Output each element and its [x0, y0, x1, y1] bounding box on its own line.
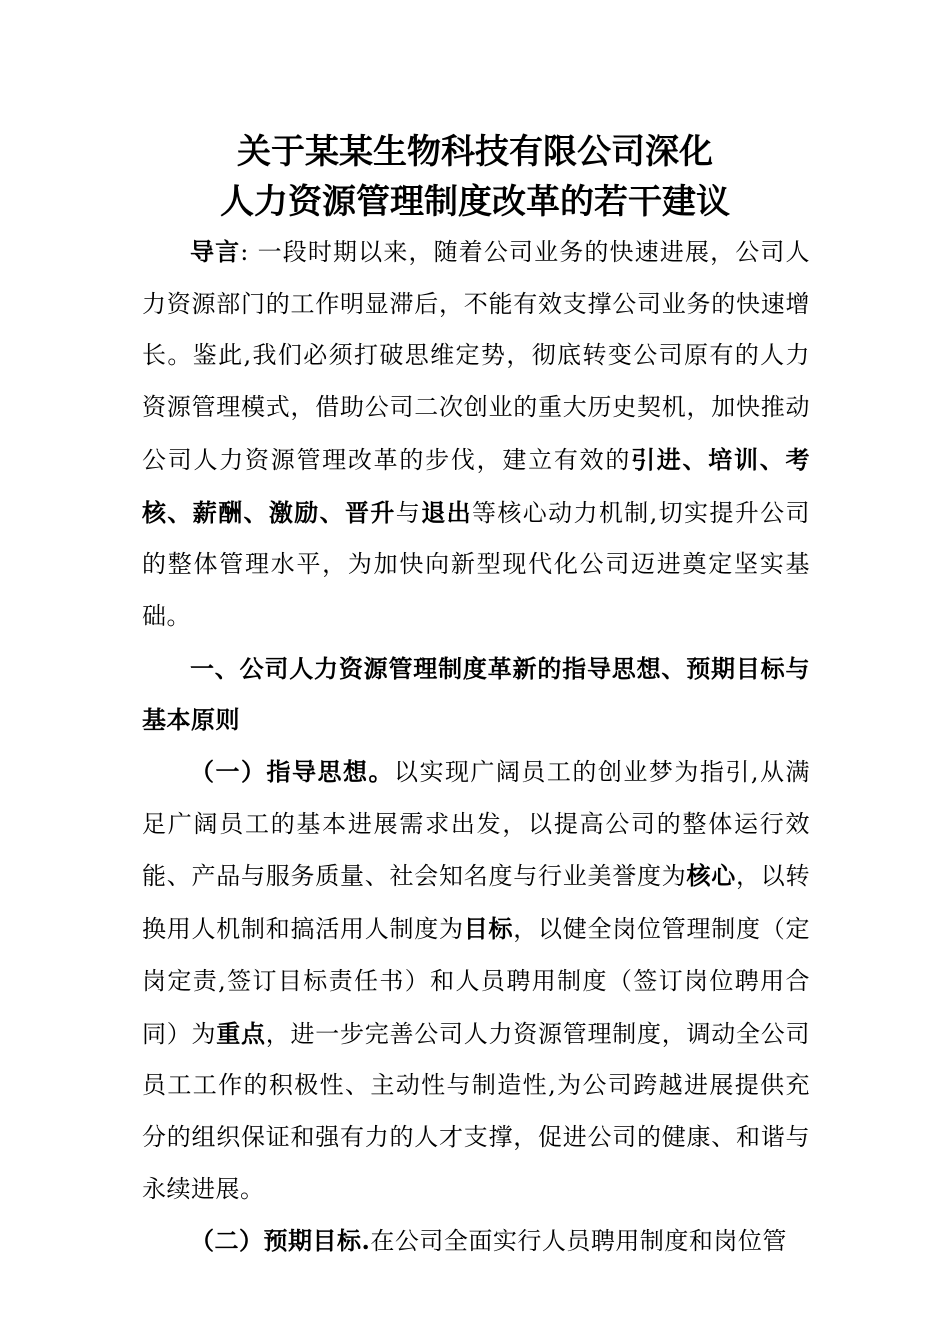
intro-paragraph	[142, 226, 810, 643]
guiding-ideology-paragraph	[142, 746, 810, 1215]
expected-goals-text-1: 在公司全面实行人员聘用制度和岗位管	[370, 1227, 787, 1256]
expected-goals-paragraph	[142, 1215, 810, 1268]
section-heading-1: 一、公司人力资源管理制度革新的指导思想、预期目标与基本原则	[142, 653, 810, 735]
intro-text-2: 与	[395, 498, 422, 527]
guiding-ideology-text-3: ，以健全岗位管理制度（定岗定责,签订目标责任书）和人员聘用制度（签订岗位聘用合同）为	[142, 915, 810, 1048]
guiding-ideology-text-2: ，以转换用人机制和搞活用人制度为	[142, 862, 810, 944]
document-title-line-1: 关于某某生物科技有限公司深化	[237, 132, 713, 172]
keyword-focus: 重点	[216, 1018, 266, 1048]
intro-keywords-2: 退出	[421, 497, 472, 527]
document-body	[142, 226, 810, 1268]
document-title-line-2: 人力资源管理制度改革的若干建议	[220, 182, 730, 222]
keyword-goal: 目标	[463, 914, 514, 944]
intro-label: 导言	[190, 237, 241, 266]
intro-text-1: : 一段时期以来，随着公司业务的快速进展，公司人力资源部门的工作明显滞后，不能有效支撑公司业务的快速增长。鉴此,我们必须打破思维定势，彻底转变公司原有的人力资源管理模式，借助公司二次创业的重大历史契机，加快推动公司人力资源管理改革的步伐，建立有效的	[142, 238, 811, 474]
guiding-ideology-label: （一）指导思想。	[190, 757, 394, 787]
keyword-core: 核心	[686, 861, 736, 891]
intro-text-3: 等核心动力机制,切实提升公司的整体管理水平，为加快向新型现代化公司迈进奠定坚实基础。	[142, 498, 811, 630]
intro-keywords-1: 引进、培训、考核、薪酬、激励、晋升	[142, 444, 811, 527]
guiding-ideology-text-4: ，进一步完善公司人力资源管理制度，调动全公司员工工作的积极性、主动性与制造性,为公司跨越进展提供充分的组织保证和强有力的人才支撑，促进公司的健康、和谐与永续进展。	[142, 1019, 810, 1203]
expected-goals-label: （二）预期目标.	[190, 1226, 371, 1256]
guiding-ideology-text-1: 以实现广阔员工的创业梦为指引,从满足广阔员工的基本进展需求出发，以提高公司的整体运行效能、产品与服务质量、社会知名度与行业美誉度为	[142, 758, 810, 891]
